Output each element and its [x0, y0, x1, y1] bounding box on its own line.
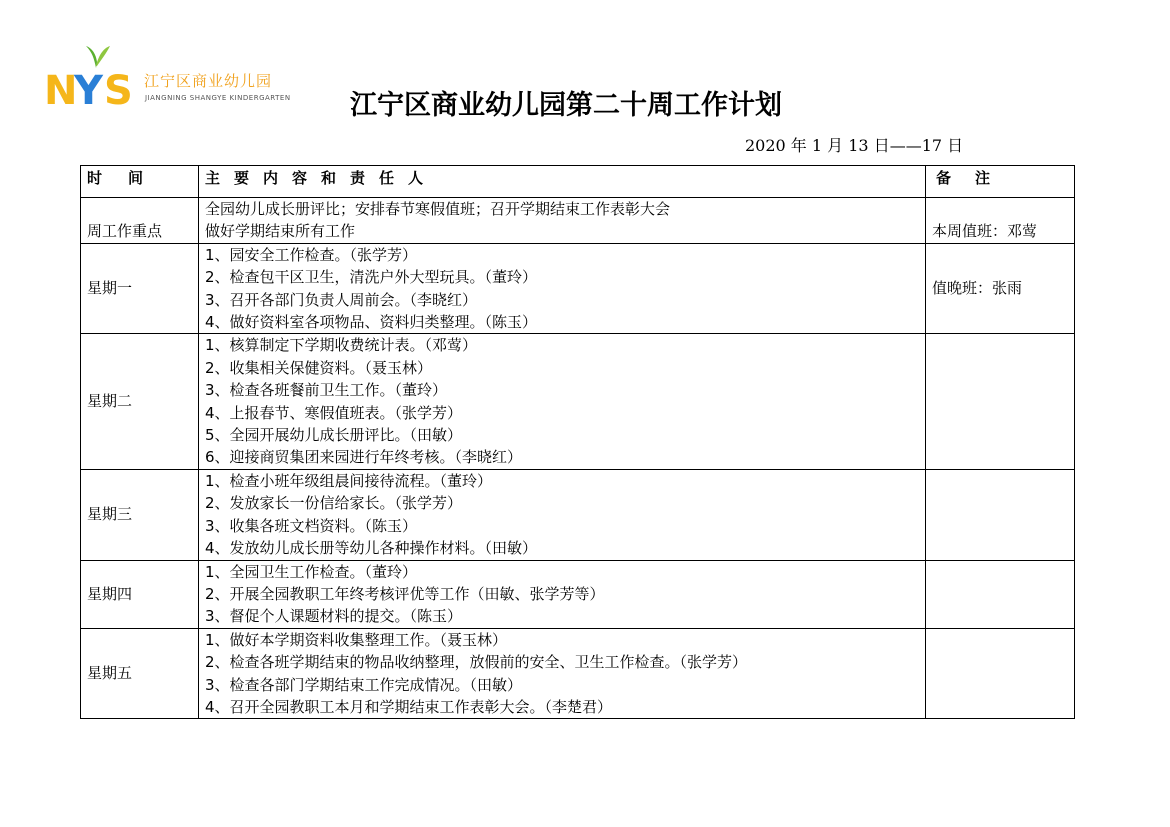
table-row [81, 198, 1075, 244]
task-item: 3、收集各班文档资料。（陈玉） [205, 516, 418, 535]
task-item: 1、检查小班年级组晨间接待流程。（董玲） [205, 471, 493, 490]
note-cell [926, 560, 1075, 628]
table-row [81, 334, 1075, 469]
svg-text:Y: Y [74, 68, 103, 110]
task-item: 3、召开各部门负责人周前会。（李晓红） [205, 290, 478, 309]
header-main-content: 主要内容和责任人 [199, 166, 926, 198]
nys-logo-icon [44, 40, 144, 110]
table-row [81, 560, 1075, 628]
tasks-cell [199, 243, 926, 334]
table-row [81, 243, 1075, 334]
tasks-cell [199, 469, 926, 560]
day-cell: 星期三 [81, 469, 199, 560]
tasks-cell [199, 334, 926, 469]
note-cell: 本周值班：邓莺 [926, 198, 1075, 244]
tasks-cell [199, 628, 926, 719]
note-cell [926, 628, 1075, 719]
logo-english-name: JIANGNING SHANGYE KINDERGARTEN [145, 94, 291, 102]
header-notes: 备注 [926, 166, 1075, 198]
note-cell [926, 334, 1075, 469]
day-cell: 周工作重点 [81, 198, 199, 244]
tasks-cell [199, 198, 926, 244]
task-item: 5、全园开展幼儿成长册评比。（田敏） [205, 426, 463, 445]
task-item: 做好学期结束所有工作 [205, 222, 356, 241]
note-cell: 值晚班：张雨 [926, 243, 1075, 334]
day-cell: 星期四 [81, 560, 199, 628]
task-item: 4、上报春节、寒假值班表。（张学芳） [205, 403, 463, 422]
task-item: 6、迎接商贸集团来园进行年终考核。（李晓红） [205, 448, 523, 467]
task-item: 4、做好资料室各项物品、资料归类整理。（陈玉） [205, 313, 538, 332]
work-plan-table [80, 165, 1075, 719]
task-item: 2、开展全园教职工年终考核评优等工作（田敏、张学芳等） [205, 584, 605, 603]
header-time: 时间 [81, 166, 199, 198]
task-item: 1、核算制定下学期收费统计表。（邓莺） [205, 336, 478, 355]
task-item: 1、做好本学期资料收集整理工作。（聂玉林） [205, 630, 508, 649]
logo-chinese-name: 江宁区商业幼儿园 [144, 72, 273, 90]
task-item: 1、全园卫生工作检查。（董玲） [205, 562, 418, 581]
task-item: 3、督促个人课题材料的提交。（陈玉） [205, 607, 463, 626]
task-item: 3、检查各班餐前卫生工作。（董玲） [205, 381, 448, 400]
task-item: 4、发放幼儿成长册等幼儿各种操作材料。（田敏） [205, 539, 538, 558]
task-item: 2、检查各班学期结束的物品收纳整理，放假前的安全、卫生工作检查。（张学芳） [205, 653, 748, 672]
table-header-row [81, 166, 1075, 198]
task-item: 2、收集相关保健资料。（聂玉林） [205, 358, 433, 377]
task-item: 4、召开全园教职工本月和学期结束工作表彰大会。（李楚君） [205, 697, 613, 716]
task-item: 全园幼儿成长册评比；安排春节寒假值班；召开学期结束工作表彰大会 [205, 200, 671, 218]
date-range: 2020 年 1 月 13 日——17 日 [745, 136, 964, 155]
day-cell: 星期一 [81, 243, 199, 334]
tasks-cell [199, 560, 926, 628]
page-title: 江宁区商业幼儿园第二十周工作计划 [350, 90, 782, 121]
kindergarten-logo [44, 40, 314, 110]
task-item: 2、发放家长一份信给家长。（张学芳） [205, 494, 463, 513]
day-cell: 星期二 [81, 334, 199, 469]
task-item: 2、检查包干区卫生，清洗户外大型玩具。（董玲） [205, 268, 538, 287]
task-item: 1、园安全工作检查。（张学芳） [205, 245, 418, 264]
task-item: 3、检查各部门学期结束工作完成情况。（田敏） [205, 675, 523, 694]
table-row [81, 469, 1075, 560]
svg-text:S: S [104, 68, 133, 110]
table-row [81, 628, 1075, 719]
svg-text:N: N [44, 68, 78, 110]
note-cell [926, 469, 1075, 560]
day-cell: 星期五 [81, 628, 199, 719]
